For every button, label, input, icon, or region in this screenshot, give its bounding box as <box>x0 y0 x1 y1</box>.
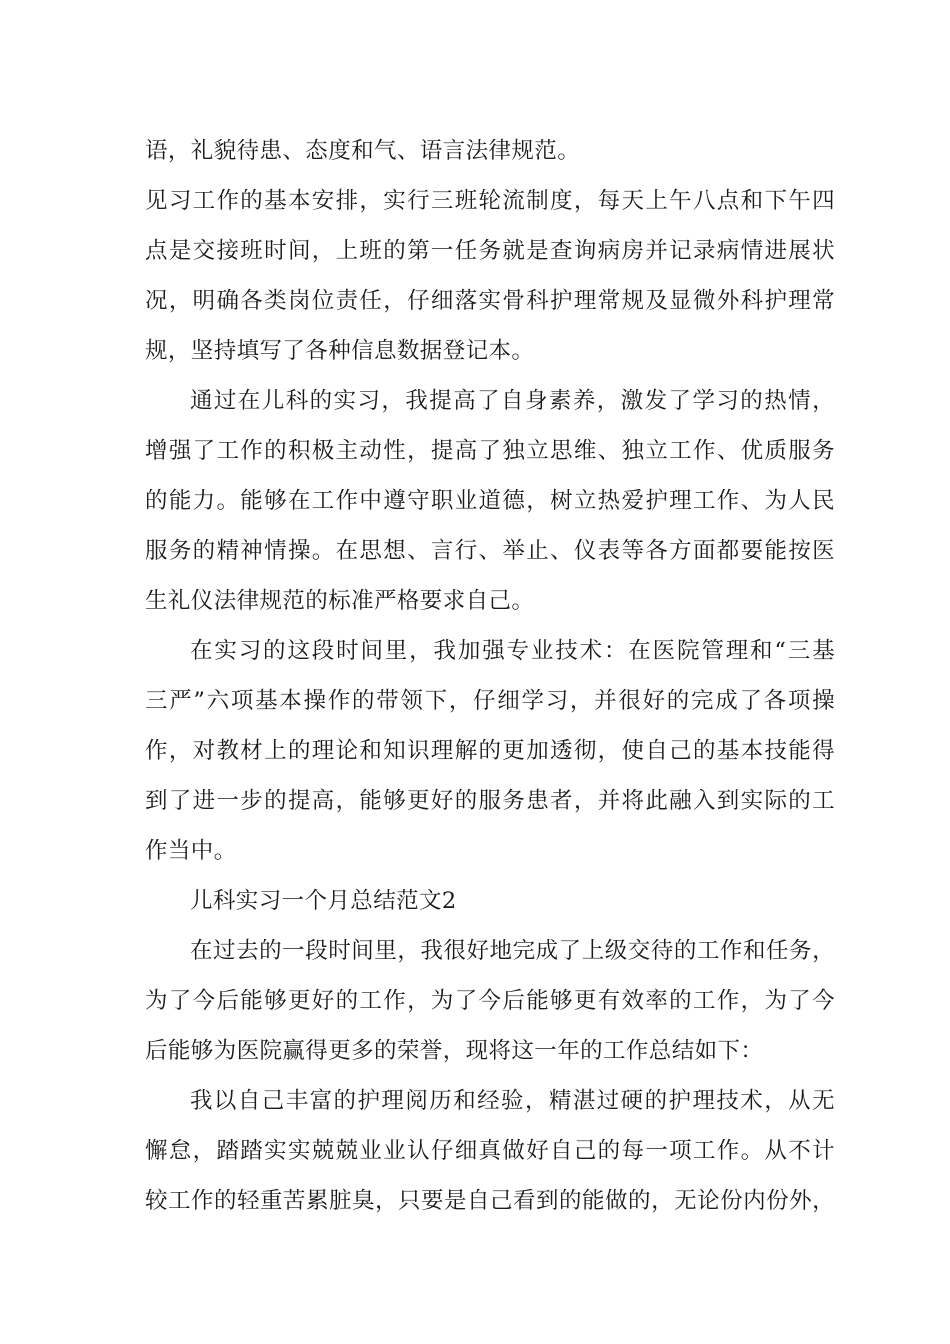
text-line: 作，对教材上的理论和知识理解的更加透彻，使自己的基本技能得 <box>145 738 835 764</box>
text-line: 较工作的轻重苦累脏臭，只要是自己看到的能做的，无论份内份外， <box>145 1188 835 1214</box>
paragraph-first-line: 在实习的这段时间里，我加强专业技术：在医院管理和“三基 <box>190 638 835 664</box>
text-line: 规，坚持填写了各种信息数据登记本。 <box>145 338 535 364</box>
text-line: 的能力。能够在工作中遵守职业道德，树立热爱护理工作、为人民 <box>145 488 835 514</box>
text-line: 三严”六项基本操作的带领下，仔细学习，并很好的完成了各项操 <box>145 688 835 714</box>
text-line: 况，明确各类岗位责任，仔细落实骨科护理常规及显微外科护理常 <box>145 288 835 314</box>
text-line: 服务的精神情操。在思想、言行、举止、仪表等各方面都要能按医 <box>145 538 835 564</box>
text-line: 生礼仪法律规范的标准严格要求自己。 <box>145 588 535 614</box>
text-line: 为了今后能够更好的工作，为了今后能够更有效率的工作，为了今 <box>145 988 835 1014</box>
text-line: 点是交接班时间，上班的第一任务就是查询病房并记录病情进展状 <box>145 238 835 264</box>
text-line: 语，礼貌待患、态度和气、语言法律规范。 <box>145 138 581 164</box>
text-line: 增强了工作的积极主动性，提高了独立思维、独立工作、优质服务 <box>145 438 835 464</box>
text-line: 后能够为医院赢得更多的荣誉，现将这一年的工作总结如下： <box>145 1038 764 1064</box>
paragraph-first-line: 在过去的一段时间里，我很好地完成了上级交待的工作和任务， <box>190 938 835 964</box>
text-line: 到了进一步的提高，能够更好的服务患者，并将此融入到实际的工 <box>145 788 835 814</box>
paragraph-first-line: 通过在儿科的实习，我提高了自身素养，激发了学习的热情， <box>190 388 835 414</box>
paragraph-first-line: 我以自己丰富的护理阅历和经验，精湛过硬的护理技术，从无 <box>190 1088 835 1114</box>
text-line: 懈怠，踏踏实实兢兢业业认仔细真做好自己的每一项工作。从不计 <box>145 1138 835 1164</box>
text-line: 作当中。 <box>145 838 237 864</box>
section-heading: 儿科实习一个月总结范文2 <box>190 888 457 914</box>
text-line: 见习工作的基本安排，实行三班轮流制度，每天上午八点和下午四 <box>145 188 835 214</box>
